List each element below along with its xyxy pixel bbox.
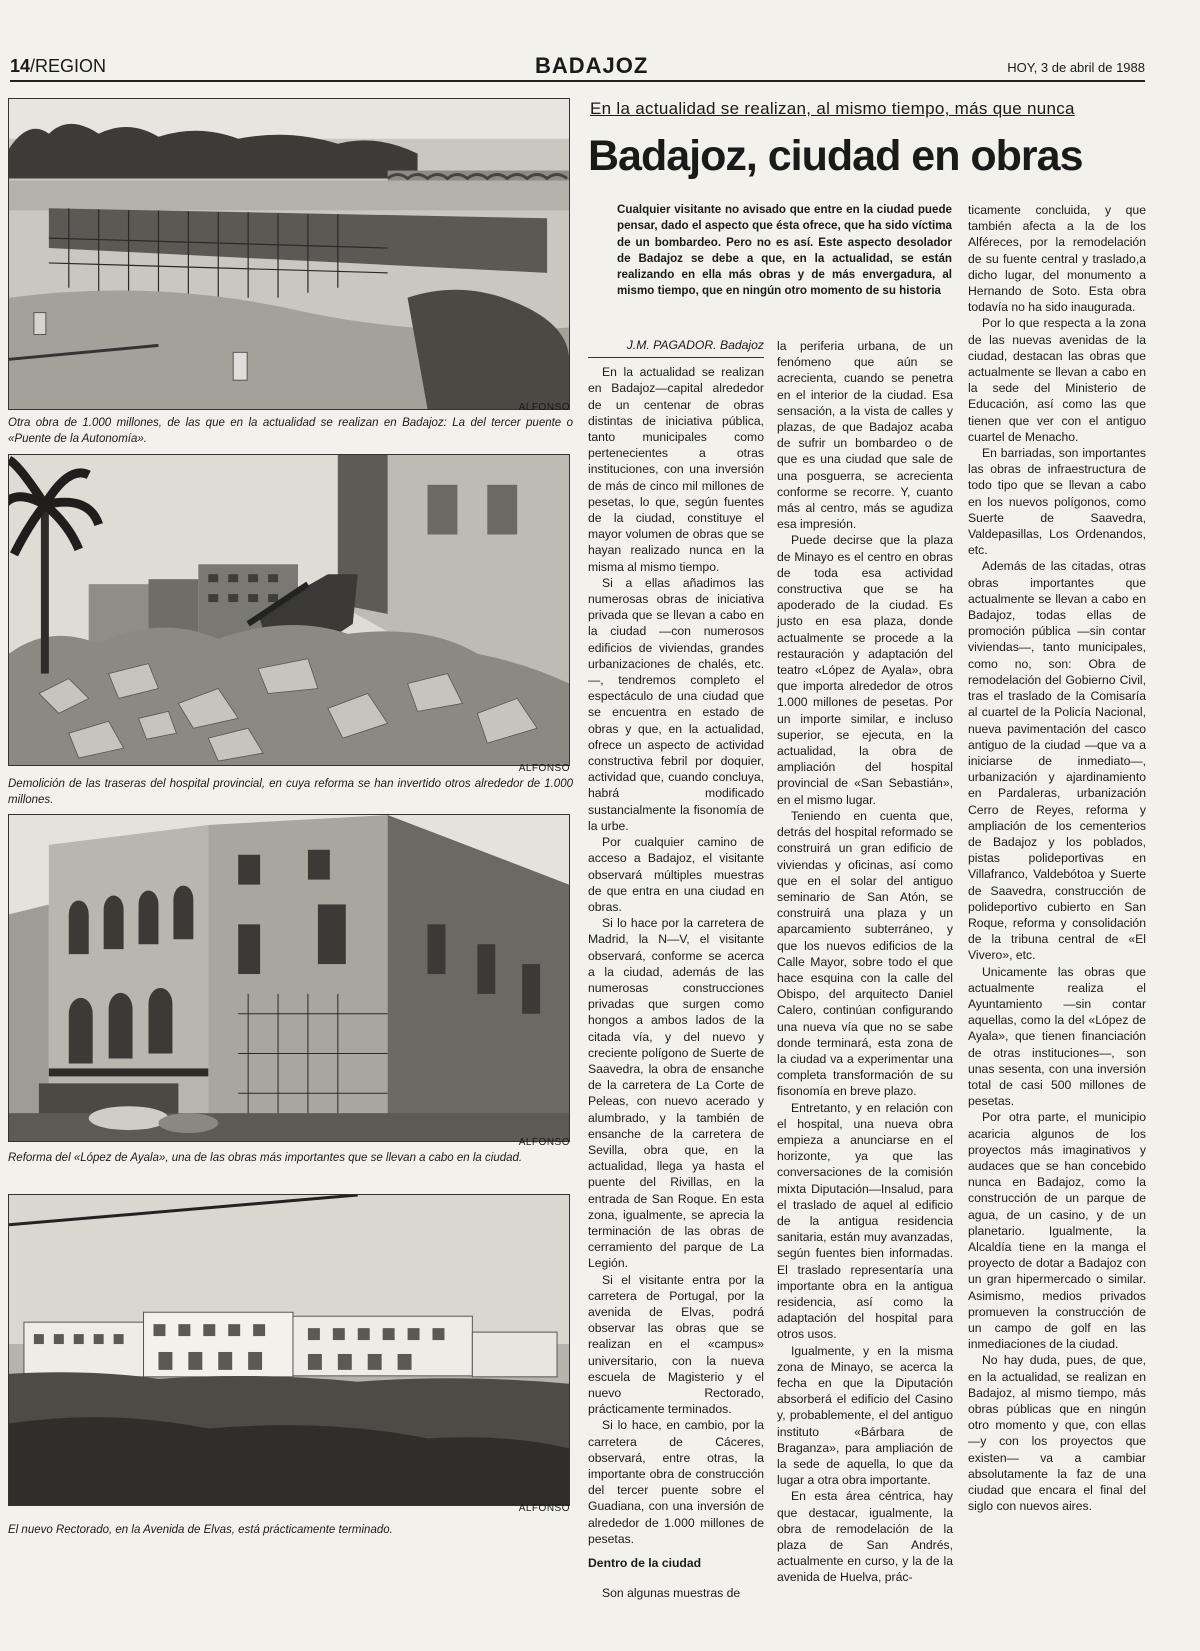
paragraph: En barriadas, son importantes las obras de infraestructura de todo tipo que se llevan a cabo en los nuevos polígonos, como Suerte de Saavedra, Valdepasillas, Los Ordenandos, etc. <box>968 446 1146 558</box>
page-number: 14 <box>10 56 31 76</box>
photo-4-caption: El nuevo Rectorado, en la Avenida de Elvas, está prácticamente terminado. <box>8 1524 393 1536</box>
paragraph: la periferia urbana, de un fenómeno que aún se acrecienta, cuando se penetra en el interior de la ciudad. Esa sensación, a la vista de calles y plazas, de que Badajoz acaba de sufrir un bombardeo o de que es una ciudad que sale de una posguerra, se acrecienta conforme se recorre. Y, cuanto más al centro, más se agudiza esa impresión. <box>777 339 953 532</box>
paragraph: Si lo hace por la carretera de Madrid, la N—V, el visitante observará, conforme se acerca a la ciudad, además de las numerosas construcciones privadas que surgen como hongos a ambos lados de la citada vía, y del nuevo y creciente polígono de Suerte de Saavedra, la obra de ensanche de la carretera de La Corte de Peleas, con nuevo acerado y alumbrado, y la también de ensanche de la carretera de Sevilla, obra que, en la actualidad, llega ya hasta el puente del Rivillas, en la entrada de San Roque. En esta zona, igualmente, se aprecia la terminación de las obras de cerramiento del parque de La Legión. <box>588 916 764 1271</box>
photo-bridge-construction <box>8 98 570 410</box>
paragraph: Si lo hace, en cambio, por la carretera de Cáceres, observará, entre otras, la importante obra de construcción del tercer puente sobre el Guadiana, con una inversión de alrededor de 1.000 millones de pesetas. <box>588 1418 764 1546</box>
photo-4-credit: ALFONSO <box>518 1503 570 1514</box>
paragraph: No hay duda, pues, de que, en la actualidad, se realizan en Badajoz, al mismo tiempo, más obras públicas que en ningún otro momento y que, con ellas —y con los proyectos que existen— va a cambiar absolutamente la faz de una ciudad que encara el final del siglo con nuevos aires. <box>968 1353 1146 1514</box>
section-name: /REGION <box>30 56 107 76</box>
section-subhead: Dentro de la ciudad <box>588 1556 702 1571</box>
photo-1-caption: Otra obra de 1.000 millones, de las que en la actualidad se realizan en Badajoz: La del tercer puente o «Puente de la Autonomía». <box>8 417 573 445</box>
paragraph: Unicamente las obras que actualmente realiza el Ayuntamiento —sin contar aquellas, como la del «López de Ayala», que tienen financiación de otras instituciones—, son unas sesenta, con una inversión total de casi 500 millones de pesetas. <box>968 964 1146 1109</box>
article-byline: J.M. PAGADOR. Badajoz <box>588 337 764 358</box>
paragraph: Si el visitante entra por la carretera de Portugal, por la avenida de Elvas, podrá observar las obras que se realizan en el «campus» universitario, con la nueva escuela de Magisterio y el nuevo Rectorado, prácticamente terminados. <box>588 1272 764 1417</box>
paragraph: Igualmente, y en la misma zona de Minayo, se acerca la fecha en que la Diputación absorberá el edificio del Casino y, probablemente, el del antiguo instituto «Bárbara de Braganza», para ampliación de la sede de aquella, lo que da lugar a otra obra importante. <box>777 1343 953 1488</box>
article-headline: Badajoz, ciudad en obras <box>588 132 1083 180</box>
paragraph: Teniendo en cuenta que, detrás del hospital reformado se construirá un gran edificio de viviendas y oficinas, así como que en el solar del antiguo seminario de San Atón, se construirá una plaza y un aparcamiento subterráneo, y que los nuevos edificios de la Calle Mayor, sobre todo el que hace esquina con la calle del Obispo, del arquitecto Daniel Calero, continúan configurando una nueva vía que no se sabe donde terminará, esta zona de la ciudad va a experimentar una completa transformación de su fisonomía en breve plazo. <box>777 808 953 1099</box>
article-column-2 <box>777 338 953 1586</box>
paragraph: Son algunas muestras de <box>602 1586 741 1601</box>
paragraph: ticamente concluida, y que también afecta a la de los Alféreces, por la remodelación de su fuente central y traslado,a dicho lugar, del monumento a Hernando de Soto. Esta obra todavía no ha sido inaugurada. <box>968 203 1146 315</box>
city-title: BADAJOZ <box>535 53 649 78</box>
paragraph: Además de las citadas, otras obras importantes que actualmente se llevan a cabo en Badajoz, todas ellas de promoción pública —sin contar viviendas—, tanto municipales, como no, son: Obra de remodelación del Gobierno Civil, tras el traslado de la Comisaría al cuartel de la Policía Nacional, nueva pavimentación del casco antiguo de la ciudad —que va a iniciarse de inmediato—, urbanización y ajardinamiento en Pardaleras, urbanización Cerro de Reyes, reforma y ampliación de los cementerios de Badajoz y los poblados, pistas polideportivas en Villafranco, Valdebótoa y Suerte de Saavedra, construcción de polideportivo cubierto en San Roque, reforma y consolidación de la tribuna central de «El Vivero», etc. <box>968 559 1146 963</box>
photo-demolition <box>8 454 570 766</box>
paragraph: En esta área céntrica, hay que destacar, igualmente, la obra de remodelación de la plaza de San Andrés, actualmente en curso, y la de la avenida de Huelva, prác- <box>777 1489 953 1585</box>
paragraph: Por cualquier camino de acceso a Badajoz, el visitante observará múltiples muestras de que entra en una ciudad en obras. <box>588 835 764 914</box>
paragraph: Entretanto, y en relación con el hospital, una nueva obra empieza a anunciarse en el horizonte, ya que las conversaciones de la comisión mixta Diputación—Insalud, para el traslado de aquel al edificio de la antigua residencia sanitaria, están muy avanzadas, según fuentes bien informadas. El traslado representaría una importante obra en la antigua residencia, así como la adaptación del hospital para otros usos. <box>777 1100 953 1342</box>
paragraph: En la actualidad se realizan en Badajoz—capital alrededor de un centenar de obras distintas de iniciativa pública, tanto municipales como pertenecientes a otras instituciones, con una inversión de más de cinco mil millones de pesetas, lo que, según fuentes de la ciudad, constituye el mayor volumen de obras que se hayan realizado nunca en la misma al mismo tiempo. <box>588 365 764 574</box>
article-lead: Cualquier visitante no avisado que entre en la ciudad puede pensar, dado el aspecto que ésta ofrece, que ha sido víctima de un bombardeo. Pero no es así. Este aspecto desolador de Badajoz se debe a que, en la actualidad, se están realizando en ella más obras y de más envergadura, al mismo tiempo, que en ningún otro momento de su historia <box>617 203 952 298</box>
issue-date: HOY, 3 de abril de 1988 <box>1007 60 1145 75</box>
paragraph: Puede decirse que la plaza de Minayo es el centro en obras de toda esa actividad constructiva que se ha apoderado de la ciudad. Es justo en esa plaza, donde actualmente se procede a la restauración y adaptación del teatro «López de Ayala», obra que importa alrededor de otros 1.000 millones de pesetas. Por un importe similar, e incluso superior, se ejecuta, en la actualidad, la obra de ampliación del hospital provincial de «San Sebastián», en el mismo lugar. <box>777 533 953 807</box>
article-kicker: En la actualidad se realizan, al mismo tiempo, más que nunca <box>590 99 1075 118</box>
paragraph: Si a ellas añadimos las numerosas obras de iniciativa privada que se llevan a cabo en la ciudad —con numerosos edificios de viviendas, grandes urbanizaciones de chalés, etc.—, tendremos completo el espectáculo de una ciudad que se encuentra en estado de obras y que, en la actualidad, ofrece un aspecto de actividad constructiva febril por doquier, actividad que, cuando concluya, habrá modificado sustancialmente la fisonomía de la urbe. <box>588 575 764 833</box>
article-column-1 <box>588 337 764 1601</box>
photo-lopez-de-ayala <box>8 814 570 1142</box>
paragraph: Por otra parte, el municipio acaricia algunos de los proyectos más imaginativos y audaces que se han concebido nunca en Badajoz, como la construcción de un parque de agua, de un casino, y de un planetario. Igualmente, la Alcaldía tiene en la manga el proyecto de dotar a Badajoz con un gran hipermercado o similar. Asimismo, medios privados promueven la construcción de un campo de golf en las inmediaciones de la ciudad. <box>968 1110 1146 1352</box>
page-section <box>10 56 106 77</box>
photo-2-caption: Demolición de las traseras del hospital provincial, en cuya reforma se han invertido otros alrededor de 1.000 millones. <box>8 778 573 806</box>
photo-1-credit: ALFONSO <box>518 402 570 413</box>
photo-3-credit: ALFONSO <box>518 1137 570 1148</box>
paragraph: Por lo que respecta a la zona de las nuevas avenidas de la ciudad, destacan las obras que actualmente se llevan a cabo en la sede del Ministerio de Educación, así como las que tienen que ver con el antiguo cuartel de Menacho. <box>968 316 1146 444</box>
page-header <box>10 50 1145 82</box>
photo-rectorado <box>8 1194 570 1506</box>
photo-3-caption: Reforma del «López de Ayala», una de las obras más importantes que se llevan a cabo en la ciudad. <box>8 1152 523 1164</box>
article-column-3 <box>968 202 1146 1514</box>
photo-2-credit: ALFONSO <box>518 763 570 774</box>
